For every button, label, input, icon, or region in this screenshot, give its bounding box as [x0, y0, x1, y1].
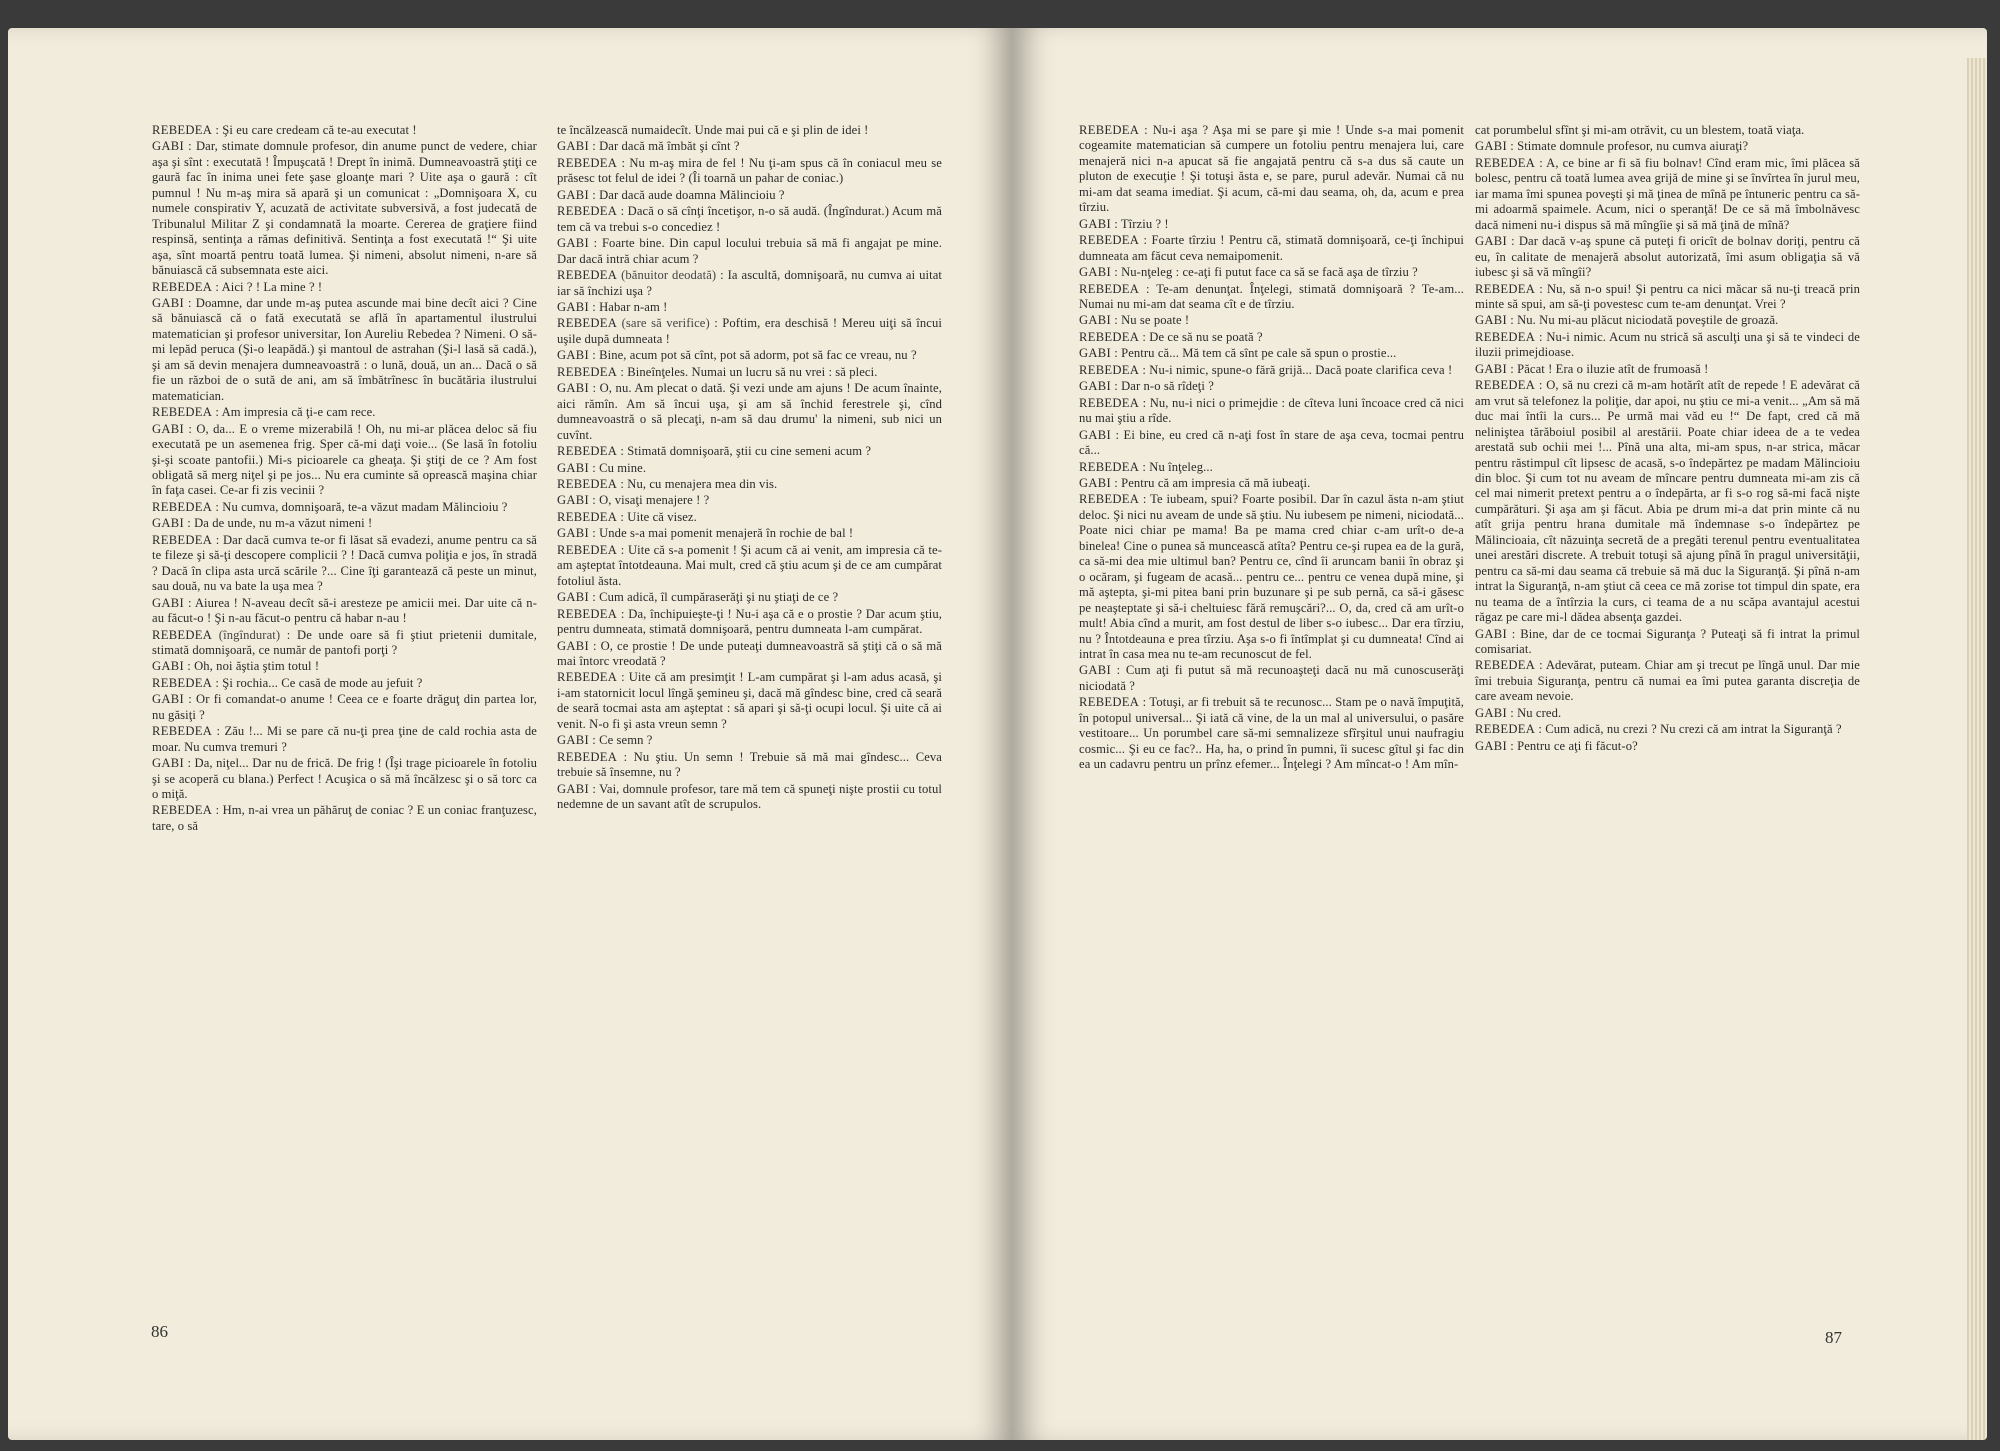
speaker-name: REBEDEA: [152, 123, 213, 137]
dialogue-line: GABI : Nu. Nu mi-au plăcut niciodată poveştile de groază.: [1475, 313, 1779, 328]
speaker-name: REBEDEA: [1475, 722, 1536, 737]
dialogue-line: REBEDEA : Hm, n-ai vrea un păhăruţ de coniac ? E un coniac franţuzesc, tare, o să: [152, 803, 537, 833]
stage-direction: (sare să verifice): [621, 316, 710, 331]
dialogue-line: REBEDEA : Dacă o să cînţi încetişor, n-o să audă. (Îngîndurat.) Acum mă tem că va trebui s-o concediez !: [557, 204, 942, 234]
dialogue-line: GABI : Bine, acum pot să cînt, pot să adorm, pot să fac ce vreau, nu ?: [557, 348, 917, 363]
dialogue-line: GABI : Unde s-a mai pomenit menajeră în rochie de bal !: [557, 526, 854, 541]
dialogue-line: REBEDEA : Aici ? ! La mine ? !: [152, 279, 323, 294]
dialogue-line: REBEDEA : Uite că visez.: [557, 509, 697, 524]
line-text: Nu, cu menajera mea din vis.: [627, 476, 778, 491]
speaker-name: GABI: [1079, 427, 1111, 442]
speaker-name: REBEDEA: [1475, 155, 1536, 170]
line-text: Foarte bine. Din capul locului trebuia să mă fi angajat pe mine. Dar dacă intră chiar acum ?: [557, 236, 942, 266]
speaker-name: REBEDEA: [1079, 459, 1140, 474]
line-text: Dar, stimate domnule profesor, din anume punct de vedere, chiar aşa şi sînt : executată ! Împuşcată ! Drept în inimă. Dumneavoastră ştiţi ce gaură fac în inima unei fete şase gloanţe mari ? Uite aşa o gaură : cît pumnul ! Nu m-aş mira să apară şi un comunicat : „Domnişoara X, cu numele conspirativ Y, acuzată de activitate subversivă, a fost judecată de Tribunalul Militar Z şi condamnată la moarte. Cererea de graţiere fiind respinsă, sentinţa a rămas definitivă. Sentinţa a fost executată !“ Şi uite aşa, sînt moartă pentru toată lumea. Şi nimeni, absolut nimeni, n-are să bănuiască că subsemnata este aici.: [152, 139, 537, 278]
line-text: Da, închipuieşte-ţi ! Nu-i aşa că e o prostie ? Dar acum ştiu, pentru dumneata, stimată domnişoară, pentru dumneata l-am cumpărat.: [557, 606, 942, 637]
speaker-name: REBEDEA: [557, 476, 618, 491]
line-text: te încălzească numaidecît. Unde mai pui că e şi plin de idei !: [557, 123, 869, 137]
speaker-name: REBEDEA: [1079, 695, 1140, 710]
speaker-name: GABI: [557, 733, 589, 748]
line-text: Nu ştiu. Un semn ! Trebuie să mă mai gîndesc... Ceva trebuie să însemne, nu ?: [557, 749, 942, 780]
speaker-name: REBEDEA: [557, 268, 618, 283]
speaker-name: REBEDEA: [152, 532, 213, 547]
line-text: Adevărat, puteam. Chiar am şi trecut pe lîngă unul. Dar mie îmi trebuia Siguranţa, pentru că numai ea îmi putea garanta discreţia de care aveam nevoie.: [1475, 658, 1860, 704]
speaker-name: REBEDEA: [1079, 233, 1140, 248]
dialogue-line: GABI : O, nu. Am plecat o dată. Şi vezi unde am ajuns ! De acum înainte, aici rămîn. Am să încui uşa, şi am să închid ferestrele şi, cînd dumneavoastră o să plecaţi, n-am să dau drumu' la nimeni, sub nici un cuvînt.: [557, 381, 942, 442]
speaker-name: REBEDEA: [1079, 329, 1140, 344]
dialogue-line: REBEDEA : Nu-i nimic. Acum nu strică să asculţi una şi să te vindeci de iluzii primejdioase.: [1475, 329, 1860, 360]
dialogue-line: GABI : Vai, domnule profesor, tare mă tem că spuneţi nişte prostii cu totul nedemne de un savant atît de scrupulos.: [557, 781, 942, 812]
speaker-name: REBEDEA: [557, 606, 618, 621]
speaker-name: GABI: [1079, 313, 1111, 328]
speaker-name: REBEDEA: [152, 675, 213, 690]
line-text: Nu m-aş mira de fel ! Nu ţi-am spus că în coniacul meu se prăsesc tot felul de idei ? (Îi toarnă un pahar de coniac.): [557, 155, 942, 186]
speaker-name: GABI: [152, 692, 184, 707]
dialogue-line: REBEDEA (îngîndurat) : De unde oare să fi ştiut prietenii dumitale, stimată domnişoară, ce număr de pantofi porţi ?: [152, 627, 537, 657]
speaker-name: REBEDEA: [1079, 281, 1140, 296]
speaker-name: GABI: [1079, 216, 1111, 231]
line-text: Nu-i nimic, spune-o fără grijă... Dacă poate clarifica ceva !: [1149, 362, 1453, 377]
dialogue-line: REBEDEA : Nu, nu-i nici o primejdie : de cîteva luni încoace cred că nici nu mai ştiu a rîde.: [1079, 395, 1464, 426]
line-text: Or fi comandat-o anume ! Ceea ce e foarte drăguţ din partea lor, nu găsiţi ?: [152, 692, 537, 722]
line-text: Habar n-am !: [599, 299, 668, 314]
speaker-name: GABI: [1079, 265, 1111, 280]
dialogue-line: GABI : Cu mine.: [557, 460, 647, 475]
page-number-right: 87: [1825, 1328, 1842, 1347]
left-page: [8, 28, 1012, 1440]
speaker-name: REBEDEA: [557, 204, 618, 219]
speaker-name: GABI: [152, 139, 184, 154]
line-text: Unde s-a mai pomenit menajeră în rochie de bal !: [599, 526, 854, 541]
dialogue-line: GABI : Doamne, dar unde m-aş putea ascunde mai bine decît aici ? Cine să bănuiască că o fată executată se află în apartamentul ilustrului matematician şi profesor universitar, Ion Aureliu Rebedea ? Nimeni. O să-mi lepăd peruca (Şi-o leapădă.) şi mantoul de astrahan (Şi-l lasă să cadă.), şi am să devin menajera dumneavoastră : o lună, două, un an... Dacă o să fie un război de o sută de ani, am să îmbătrînesc în bucătăria ilustrului matematician.: [152, 295, 537, 403]
line-text: Pentru că am impresia că mă iubeaţi.: [1121, 475, 1311, 490]
line-text: Uite că am presimţit ! L-am cumpărat şi l-am adus acasă, şi i-am statornicit locul lîngă şemineu şi, dacă mă gîndesc bine, cred că seară de seară tocmai asta am aşteptat : să apari şi să-ţi ocupi locul. Şi uite că ai venit. N-o fi şi asta vreun semn ?: [557, 670, 942, 731]
line-text: Dar dacă aude doamna Mălincioiu ?: [599, 187, 785, 202]
dialogue-line: REBEDEA : O, să nu crezi că m-am hotărît atît de repede ! E adevărat că am vrut să telefonez la poliţie, dar apoi, nu ştiu ce mi-a venit... „Am să mă duc mai întîi la curs... Pe urmă mai văd eu !“ De fapt, cred că mă neliniştea tărăboiul posibil al arestării. Poate chiar ideea de a te vedea arestată sub ochii mei !... Pînă una alta, mi-am spus, n-ar strica, măcar pentru răstimpul cît lipsesc de acasă, s-o îndepărtez pe madam Mălincioiu din bloc. Şi cum tot nu aveam de mîncare pentru dumneata mi-am zis că cel mai nimerit pretext pentru a o îndepărta, ar fi s-o rog să-mi facă nişte cumpărături. Şi aşa am şi făcut. Abia pe drum mi-a dat prin minte că nu atît grija pentru hrana dumitale mă îndemnase s-o îndepărtez pe Mălincioaia, cît năzuinţa secretă de a pregăti terenul pentru eventualitatea unei arestări discrete. A trebuit totuşi să ajung pînă în pragul universităţii, pentru ca să-mi dau seama că trebuie să mă duc la Siguranţă. Şi pînă n-am intrat la Siguranţă, n-am ştiut că ceea ce mă zorise tot timpul din spate, era nu teama de a întîrzia la curs, ci teama de a nu scăpa avantajul acestui răgaz pe care mi-l dădea absenţa gazdei.: [1475, 378, 1860, 625]
speaker-name: GABI: [557, 299, 589, 314]
line-text: Nu-i nimic. Acum nu strică să asculţi una şi să te vindeci de iluzii primejdioase.: [1475, 329, 1860, 360]
dialogue-line: REBEDEA : Nu înţeleg...: [1079, 459, 1213, 474]
dialogue-line: REBEDEA : Totuşi, ar fi trebuit să te recunosc... Stam pe o navă împuţită, în potopul universal... Şi iată că vine, de la un mal al universului, o pasăre vestitoare... Un porumbel care să-mi semnalizeze sfîrşitul unui naufragiu cosmic... Şi eu ce fac?.. Ha, ha, o prind în pumni, îi sucesc gîtul şi fac din ea un cadavru pentru un prînz efemer... Înţelegi ? Am mîncat-o ! Am mîn-: [1079, 695, 1464, 772]
stage-direction: (bănuitor deodată): [621, 268, 717, 283]
dialogue-line: GABI : Stimate domnule profesor, nu cumva aiuraţi?: [1475, 139, 1749, 154]
speaker-name: GABI: [152, 595, 184, 610]
line-text: Cu mine.: [599, 460, 647, 475]
line-text: Şi eu care credeam că te-au executat !: [222, 123, 417, 137]
speaker-name: GABI: [152, 659, 184, 674]
dialogue-line: GABI : Nu cred.: [1475, 705, 1562, 720]
dialogue-line: REBEDEA : Te iubeam, spui? Foarte posibil. Dar în cazul ăsta n-am ştiut deloc. Şi nici nu aveam de unde să ştiu. Nu iubesem pe nimeni, niciodată... Poate nici chiar pe mama! Ba pe mama cred chiar c-am urît-o de-a binelea! Cine o punea să muncească atîta? Pentru ce-şi rupea ea de la gură, ca să-mi dea mie ultimul ban? Pentru ce, cînd îi aruncam banii în obraz şi o ocăram, şi fugeam de acasă... pentru ce... pentru ce venea după mine, şi mă aştepta, şi-mi pitea bani prin buzunare şi pe sub pernă, ca să-i găsesc pe neaşteptate şi să-i cheltuiesc fără remuşcări?... O, da, cred că am urît-o mult! Abia cînd a murit, am fost destul de liber s-o iubesc... Dar era tîrziu, nu ? Întotdeauna e prea tîrziu. Aşa s-o fi întîmplat şi cu dumneata! Cînd ai intrat în casa mea nu te-am recunoscut de fel.: [1079, 492, 1464, 661]
dialogue-line: GABI : Tîrziu ? !: [1079, 216, 1169, 231]
speaker-name: GABI: [1475, 234, 1507, 249]
dialogue-line: GABI : Da de unde, nu m-a văzut nimeni !: [152, 516, 373, 531]
dialogue-line: GABI : Habar n-am !: [557, 299, 668, 314]
line-text: Da, niţel... Dar nu de frică. De frig ! (Îşi trage picioarele în fotoliu şi se acoperă cu blana.) Perfect ! Acuşica o să mă încălzesc şi o să torc ca o miţă.: [152, 756, 537, 802]
line-text: Cum adică, îl cumpăraserăţi şi nu ştiaţi de ce ?: [599, 590, 839, 605]
line-text: Nu. Nu mi-au plăcut niciodată poveştile de groază.: [1517, 313, 1779, 328]
dialogue-line: GABI : O, ce prostie ! De unde puteaţi dumneavoastră să ştiţi că o să mă mai întorc vreodată ?: [557, 638, 942, 668]
dialogue-line: [1475, 123, 1860, 138]
dialogue-line: GABI : Ce semn ?: [557, 733, 653, 748]
speaker-name: GABI: [557, 493, 589, 508]
line-text: Doamne, dar unde m-aş putea ascunde mai bine decît aici ? Cine să bănuiască că o fată executată se află în apartamentul ilustrului matematician şi profesor universitar, Ion Aureliu Rebedea ? Nimeni. O să-mi lepăd peruca (Şi-o leapădă.) şi mantoul de astrahan (Şi-l lasă să cadă.), şi am să devin menajera dumneavoastră : o lună, două, un an... Dacă o să fie un război de o sută de ani, am să îmbătrînesc în bucătăria ilustrului matematician.: [152, 295, 537, 403]
line-text: Zău !... Mi se pare că nu-ţi prea ţine de cald rochia asta de moar. Nu cumva tremuri ?: [152, 724, 537, 754]
page-edges: [1967, 58, 1987, 1440]
line-text: Aiurea ! N-aveau decît să-i aresteze pe amicii mei. Dar uite că n-au făcut-o ! Şi n-au făcut-o pentru că habar n-au !: [152, 595, 537, 626]
dialogue-line: REBEDEA : Uite că s-a pomenit ! Şi acum că ai venit, am impresia că te-am aşteptat întotdeauna. Mai mult, cred că ştiu acum şi de ce am cumpărat fotoliul ăsta.: [557, 542, 942, 588]
line-text: Şi rochia... Ce casă de mode au jefuit ?: [222, 675, 423, 690]
dialogue-line: REBEDEA : Nu-i aşa ? Aşa mi se pare şi mie ! Unde s-a mai pomenit cogeamite matematician să cumpere un fotoliu pentru menajera lui, care menajeră nici n-a apucat să fie angajată pentru că s-a dus să caute un pluton de execuţie ! Şi totuşi ăsta e, se pare, purul adevăr. Numai că nu mi-am dat seama imediat. Şi acum, că-mi dau seama, oh, da, acum e prea tîrziu.: [1079, 123, 1464, 215]
line-text: Nu cumva, domnişoară, te-a văzut madam Mălincioiu ?: [222, 499, 508, 514]
line-text: O, să nu crezi că m-am hotărît atît de repede ! E adevărat că am vrut să telefonez la poliţie, dar apoi, nu ştiu ce mi-a venit... „Am să mă duc mai întîi la curs... Pe urmă mai văd eu !“ De fapt, cred că mă neliniştea tărăboiul posibil al arestării. Poate chiar ideea de a te vedea arestată sub ochii mei !... Pînă una alta, mi-am spus, n-ar strica, măcar pentru răstimpul cît lipsesc de acasă, s-o îndepărtez pe madam Mălincioiu din bloc. Şi cum tot nu aveam de mîncare pentru dumneata mi-am zis că cel mai nimerit pretext pentru a o îndepărta, ar fi s-o rog să-mi facă nişte cumpărături. Şi aşa am şi făcut. Abia pe drum mi-a dat prin minte că nu atît grija pentru hrana dumitale mă îndemnase s-o îndepărtez pe Mălincioaia, cît năzuinţa secretă de a pregăti terenul pentru eventualitatea unei arestări discrete. A trebuit totuşi să ajung pînă în pragul universităţii, pentru ca să-mi dau seama că trebuie să mă duc la Siguranţă. Şi pînă n-am intrat la Siguranţă, n-am ştiut că ceea ce mă zorise tot timpul din spate, era nu teama de a întîrzia la curs, ci teama de a nu scăpa avantajul acestui răgaz pe care mi-l dădea absenţa gazdei.: [1475, 378, 1860, 625]
line-text: Nu-nţeleg : ce-aţi fi putut face ca să se facă aşa de tîrziu ?: [1121, 265, 1418, 280]
line-text: Dacă o să cînţi încetişor, n-o să audă. (Îngîndurat.) Acum mă tem că va trebui s-o concediez !: [557, 204, 942, 234]
line-text: Poftim, era deschisă ! Mereu uiţi să încui uşile după dumneata !: [557, 316, 942, 346]
line-text: O, nu. Am plecat o dată. Şi vezi unde am ajuns ! De acum înainte, aici rămîn. Am să încui uşa, şi am să închid ferestrele şi, cînd dumneavoastră o să plecaţi, n-am să dau drumu' la nimeni, sub nici un cuvînt.: [557, 381, 942, 442]
line-text: Te-am denunţat. Înţelegi, stimată domnişoară ? Te-am... Numai nu mi-am dat seama cît e de tîrziu.: [1079, 281, 1465, 311]
line-text: Vai, domnule profesor, tare mă tem că spuneţi nişte prostii cu totul nedemne de un savant atît de scrupulos.: [557, 781, 942, 812]
dialogue-line: REBEDEA : Cum adică, nu crezi ? Nu crezi că am intrat la Siguranţă ?: [1475, 722, 1842, 737]
line-text: Foarte tîrziu ! Pentru că, stimată domnişoară, ce-ţi închipui dumneata am făcut ceva nemaipomenit.: [1079, 233, 1464, 263]
dialogue-line: REBEDEA : Adevărat, puteam. Chiar am şi trecut pe lîngă unul. Dar mie îmi trebuia Siguranţa, pentru că numai ea îmi putea garanta discreţia de care aveam nevoie.: [1475, 658, 1860, 704]
speaker-name: REBEDEA: [557, 444, 618, 459]
line-text: Dar dacă v-aş spune că puteţi fi oricît de bolnav doriţi, pentru că eu, în calitate de menajeră absolut autorizată, îmi asum obligaţia să vă iubesc şi să vă mîngîi?: [1475, 234, 1860, 280]
line-text: Cum aţi fi putut să mă recunoaşteţi dacă nu mă cunoscuserăţi niciodată ?: [1079, 663, 1464, 693]
speaker-name: REBEDEA: [557, 542, 618, 557]
dialogue-line: REBEDEA : Bineînţeles. Numai un lucru să nu vrei : să pleci.: [557, 364, 878, 379]
speaker-name: GABI: [1475, 313, 1507, 328]
speaker-name: GABI: [1475, 139, 1507, 154]
line-text: De ce să nu se poată ?: [1149, 329, 1263, 344]
speaker-name: GABI: [557, 526, 589, 541]
dialogue-line: REBEDEA : Uite că am presimţit ! L-am cumpărat şi l-am adus acasă, şi i-am statornicit locul lîngă şemineu şi, dacă mă gîndesc bine, cred că seară de seară tocmai asta am aşteptat : să apari şi să-ţi ocupi locul. Şi uite că ai venit. N-o fi şi asta vreun semn ?: [557, 670, 942, 731]
page-number-left: 86: [151, 1322, 168, 1341]
speaker-name: GABI: [152, 295, 184, 310]
speaker-name: REBEDEA: [557, 509, 618, 524]
dialogue-line: GABI : Dar dacă aude doamna Mălincioiu ?: [557, 187, 785, 202]
dialogue-line: REBEDEA : Şi eu care credeam că te-au executat !: [152, 123, 417, 137]
dialogue-line: REBEDEA : Te-am denunţat. Înţelegi, stimată domnişoară ? Te-am... Numai nu mi-am dat seama cît e de tîrziu.: [1079, 281, 1465, 311]
dialogue-line: GABI : Nu-nţeleg : ce-aţi fi putut face ca să se facă aşa de tîrziu ?: [1079, 265, 1418, 280]
speaker-name: GABI: [1079, 475, 1111, 490]
line-text: Totuşi, ar fi trebuit să te recunosc... Stam pe o navă împuţită, în potopul universal... Şi iată că vine, de la un mal al universului, o pasăre vestitoare... Un porumbel care să-mi semnalizeze sfîrşitul unui naufragiu cosmic... Şi eu ce fac?.. Ha, ha, o prind în pumni, îi sucesc gîtul şi fac din ea un cadavru pentru un prînz efemer... Înţelegi ? Am mîncat-o ! Am mîn-: [1079, 695, 1464, 772]
speaker-name: REBEDEA: [557, 670, 618, 685]
line-text: Păcat ! Era o iluzie atît de frumoasă !: [1517, 361, 1709, 376]
line-text: Nu cred.: [1517, 705, 1562, 720]
speaker-name: GABI: [1475, 738, 1507, 753]
dialogue-line: GABI : Pentru ce aţi fi făcut-o?: [1475, 738, 1638, 753]
dialogue-line: GABI : Or fi comandat-o anume ! Ceea ce e foarte drăguţ din partea lor, nu găsiţi ?: [152, 692, 537, 722]
speaker-name: GABI: [1079, 379, 1111, 394]
line-text: Pentru ce aţi fi făcut-o?: [1517, 738, 1638, 753]
dialogue-line: GABI : Dar dacă mă îmbăt şi cînt ?: [557, 139, 740, 154]
dialogue-line: GABI : Da, niţel... Dar nu de frică. De frig ! (Îşi trage picioarele în fotoliu şi se acoperă cu blana.) Perfect ! Acuşica o să mă încălzesc şi o să torc ca o miţă.: [152, 756, 537, 802]
right-page-column-2: [1475, 123, 1860, 754]
line-text: A, ce bine ar fi să fiu bolnav! Cînd eram mic, îmi plăcea să bolesc, pentru că toată lumea avea grijă de mine şi se învîrtea în jurul meu, iar mama îmi spunea poveşti şi mă ţinea de mînă pe întuneric pentru ca să-mi adoarmă spaimele. Acum, nici o speranţă! De ce să mă îmbolnăvesc dacă nimeni nu-i dispus să mă mîngîie şi să mă ţină de mînă?: [1475, 155, 1860, 232]
speaker-name: GABI: [152, 516, 184, 531]
speaker-name: REBEDEA: [152, 405, 213, 420]
dialogue-line: REBEDEA : Nu, cu menajera mea din vis.: [557, 476, 778, 491]
dialogue-line: GABI : Pentru că am impresia că mă iubeaţi.: [1079, 475, 1311, 490]
dialogue-line: REBEDEA : Nu, să n-o spui! Şi pentru ca nici măcar să nu-ţi treacă prin minte să spui, am să-ţi povestesc cum te-am denunţat. Vrei ?: [1475, 281, 1860, 311]
right-page-column-1: [1079, 123, 1464, 773]
dialogue-line: REBEDEA (bănuitor deodată) : Ia ascultă, domnişoară, nu cumva ai uitat iar să închizi uşa ?: [557, 268, 942, 298]
speaker-name: REBEDEA: [152, 499, 213, 514]
speaker-name: REBEDEA: [557, 749, 618, 764]
speaker-name: REBEDEA: [152, 803, 213, 818]
dialogue-line: GABI : Dar, stimate domnule profesor, din anume punct de vedere, chiar aşa şi sînt : executată ! Împuşcată ! Drept în inimă. Dumneavoastră ştiţi ce gaură fac în inima unei fete şase gloanţe mari ? Uite aşa o gaură : cît pumnul ! Nu m-aş mira să apară şi un comunicat : „Domnişoara X, cu numele conspirativ Y, acuzată de activitate subversivă, a fost judecată de Tribunalul Militar Z şi condamnată la moarte. Cererea de graţiere fiind respinsă, sentinţa a rămas definitivă. Sentinţa a fost executată !“ Şi uite aşa, sînt moartă pentru toată lumea. Şi nimeni, absolut nimeni, n-are să bănuiască că subsemnata este aici.: [152, 139, 537, 278]
speaker-name: REBEDEA: [1079, 362, 1140, 377]
dialogue-line: GABI : Bine, dar de ce tocmai Siguranţa ? Puteaţi să fi intrat la primul comisariat.: [1475, 626, 1860, 656]
line-text: Tîrziu ? !: [1120, 216, 1169, 231]
speaker-name: REBEDEA: [1475, 329, 1536, 344]
left-page-column-2: [557, 123, 942, 812]
line-text: Dar dacă mă îmbăt şi cînt ?: [599, 139, 740, 154]
dialogue-line: GABI : Aiurea ! N-aveau decît să-i aresteze pe amicii mei. Dar uite că n-au făcut-o ! Şi n-au făcut-o pentru că habar n-au !: [152, 595, 537, 626]
speaker-name: GABI: [557, 236, 589, 251]
speaker-name: GABI: [1475, 361, 1507, 376]
dialogue-line: REBEDEA : A, ce bine ar fi să fiu bolnav! Cînd eram mic, îmi plăcea să bolesc, pentru că toată lumea avea grijă de mine şi se învîrtea în jurul meu, iar mama îmi spunea poveşti şi mă ţinea de mînă pe întuneric pentru ca să-mi adoarmă spaimele. Acum, nici o speranţă! De ce să mă îmbolnăvesc dacă nimeni nu-i dispus să mă mîngîie şi să mă ţină de mînă?: [1475, 155, 1860, 232]
speaker-name: REBEDEA: [1079, 395, 1140, 410]
dialogue-line: GABI : Foarte bine. Din capul locului trebuia să mă fi angajat pe mine. Dar dacă intră chiar acum ?: [557, 236, 942, 266]
speaker-name: GABI: [557, 781, 589, 796]
line-text: Nu, să n-o spui! Şi pentru ca nici măcar să nu-ţi treacă prin minte să spui, am să-ţi povestesc cum te-am denunţat. Vrei ?: [1475, 281, 1860, 311]
line-text: Aici ? ! La mine ? !: [221, 279, 323, 294]
speaker-name: GABI: [557, 590, 589, 605]
speaker-name: REBEDEA: [1475, 281, 1536, 296]
speaker-name: GABI: [152, 756, 184, 771]
line-text: Te iubeam, spui? Foarte posibil. Dar în cazul ăsta n-am ştiut deloc. Şi nici nu aveam de unde să ştiu. Nu iubesem pe nimeni, niciodată... Poate nici chiar pe mama! Ba pe mama cred chiar c-am urît-o de-a binelea! Cine o punea să muncească atîta? Pentru ce-şi rupea ea de la gură, ca să-mi dea mie ultimul ban? Pentru ce, cînd îi aruncam banii în obraz şi o ocăram, şi fugeam de acasă... pentru ce... pentru ce venea după mine, şi mă aştepta, şi-mi pitea bani prin buzunare şi pe sub pernă, ca să-i găsesc pe neaşteptate şi să-i cheltuiesc fără remuşcări?... O, da, cred că am urît-o mult! Abia cînd a murit, am fost destul de liber s-o iubesc... Dar era tîrziu, nu ? Întotdeauna e prea tîrziu. Aşa s-o fi întîmplat şi cu dumneata! Cînd ai intrat în casa mea nu te-am recunoscut de fel.: [1079, 492, 1464, 661]
speaker-name: GABI: [557, 638, 589, 653]
line-text: Uite că s-a pomenit ! Şi acum că ai venit, am impresia că te-am aşteptat întotdeauna. Mai mult, cred că ştiu acum şi de ce am cumpărat fotoliul ăsta.: [557, 542, 942, 588]
speaker-name: GABI: [557, 460, 589, 475]
line-text: O, ce prostie ! De unde puteaţi dumneavoastră să ştiţi că o să mă mai întorc vreodată ?: [557, 638, 942, 668]
dialogue-line: [557, 123, 942, 138]
dialogue-line: GABI : Pentru că... Mă tem că sînt pe cale să spun o prostie...: [1079, 346, 1397, 361]
dialogue-line: REBEDEA : Am impresia că ţi-e cam rece.: [152, 405, 376, 420]
dialogue-line: GABI : Nu se poate !: [1079, 313, 1190, 328]
speaker-name: REBEDEA: [1475, 658, 1536, 673]
dialogue-line: GABI : Cum adică, îl cumpăraserăţi şi nu ştiaţi de ce ?: [557, 590, 839, 605]
dialogue-line: REBEDEA : Foarte tîrziu ! Pentru că, stimată domnişoară, ce-ţi închipui dumneata am făcut ceva nemaipomenit.: [1079, 233, 1464, 263]
speaker-name: REBEDEA: [152, 279, 213, 294]
line-text: Da de unde, nu m-a văzut nimeni !: [194, 516, 373, 531]
speaker-name: GABI: [557, 348, 589, 363]
line-text: Pentru că... Mă tem că sînt pe cale să spun o prostie...: [1121, 346, 1397, 361]
speaker-name: GABI: [1079, 663, 1111, 678]
dialogue-line: GABI : Dar dacă v-aş spune că puteţi fi oricît de bolnav doriţi, pentru că eu, în calitate de menajeră absolut autorizată, îmi asum obligaţia să vă iubesc şi să vă mîngîi?: [1475, 234, 1860, 280]
stage-direction: (îngîndurat): [218, 627, 281, 642]
line-text: Ce semn ?: [599, 733, 653, 748]
line-text: Uite că visez.: [627, 509, 697, 524]
dialogue-line: GABI : O, da... E o vreme mizerabilă ! Oh, nu mi-ar plăcea deloc să fiu executată pe un asemenea frig. Sper că-mi daţi voie... (Se lasă în fotoliu şi-şi scoate pantofii.) Mi-s picioarele ca gheaţa. Şi ştiţi de ce ? Am fost obligată să merg niţel şi pe jos... Nu era cuminte să oprească maşina chiar în faţa casei. Ce-ar fi zis vecinii ?: [152, 421, 537, 498]
line-text: Nu se poate !: [1121, 313, 1190, 328]
speaker-name: REBEDEA: [152, 627, 213, 642]
dialogue-line: REBEDEA : De ce să nu se poată ?: [1079, 329, 1263, 344]
line-text: Ei bine, eu cred că n-aţi fost în stare de aşa ceva, tocmai pentru că...: [1079, 427, 1464, 458]
dialogue-line: REBEDEA (sare să verifice) : Poftim, era deschisă ! Mereu uiţi să încui uşile după dumneata !: [557, 316, 942, 346]
speaker-name: GABI: [557, 139, 589, 154]
line-text: Bine, acum pot să cînt, pot să adorm, pot să fac ce vreau, nu ?: [599, 348, 917, 363]
line-text: De unde oare să fi ştiut prietenii dumitale, stimată domnişoară, ce număr de pantofi porţi ?: [152, 627, 537, 657]
left-page-column-1: [152, 123, 537, 834]
line-text: Oh, noi ăştia ştim totul !: [194, 659, 320, 674]
line-text: cat porumbelul sfînt şi mi-am otrăvit, cu un blestem, toată viaţa.: [1475, 123, 1805, 137]
speaker-name: REBEDEA: [1475, 378, 1536, 393]
line-text: Cum adică, nu crezi ? Nu crezi că am intrat la Siguranţă ?: [1545, 722, 1842, 737]
dialogue-line: REBEDEA : Nu-i nimic, spune-o fără grijă... Dacă poate clarifica ceva !: [1079, 362, 1453, 377]
speaker-name: GABI: [557, 381, 589, 396]
dialogue-line: REBEDEA : Da, închipuieşte-ţi ! Nu-i aşa că e o prostie ? Dar acum ştiu, pentru dumneata, stimată domnişoară, pentru dumneata l-am cumpărat.: [557, 606, 942, 637]
line-text: Stimate domnule profesor, nu cumva aiuraţi?: [1517, 139, 1749, 154]
line-text: Nu înţeleg...: [1149, 459, 1213, 474]
line-text: Nu, nu-i nici o primejdie : de cîteva luni încoace cred că nici nu mai ştiu a rîde.: [1079, 395, 1464, 426]
line-text: Dar dacă cumva te-or fi lăsat să evadezi, anume pentru ca să te fileze şi să-ţi descopere complicii ? ! Dacă cumva poliţia e jos, în stradă ? Dacă în clipa asta urcă scările ?... Cine îţi garantează că peste un minut, sau două, nu va bate la uşa mea ?: [152, 532, 537, 594]
dialogue-line: REBEDEA : Şi rochia... Ce casă de mode au jefuit ?: [152, 675, 423, 690]
speaker-name: REBEDEA: [1079, 492, 1140, 507]
speaker-name: REBEDEA: [557, 155, 618, 170]
line-text: Nu-i aşa ? Aşa mi se pare şi mie ! Unde s-a mai pomenit cogeamite matematician să cumpere un fotoliu pentru menajera lui, care menajeră nici n-a apucat să fie angajată pentru că s-a dus să caute un pluton de execuţie ! Şi totuşi ăsta e, se pare, purul adevăr. Numai că nu mi-am dat seama imediat. Şi acum, că-mi dau seama, oh, da, acum e prea tîrziu.: [1079, 123, 1464, 215]
dialogue-line: GABI : Ei bine, eu cred că n-aţi fost în stare de aşa ceva, tocmai pentru că...: [1079, 427, 1464, 458]
speaker-name: GABI: [152, 421, 184, 436]
dialogue-line: REBEDEA : Dar dacă cumva te-or fi lăsat să evadezi, anume pentru ca să te fileze şi să-ţi descopere complicii ? ! Dacă cumva poliţia e jos, în stradă ? Dacă în clipa asta urcă scările ?... Cine îţi garantează că peste un minut, sau două, nu va bate la uşa mea ?: [152, 532, 537, 594]
dialogue-line: REBEDEA : Nu ştiu. Un semn ! Trebuie să mă mai gîndesc... Ceva trebuie să însemne, nu ?: [557, 749, 942, 780]
speaker-name: REBEDEA: [1079, 123, 1140, 137]
dialogue-line: GABI : Oh, noi ăştia ştim totul !: [152, 659, 320, 674]
line-text: Hm, n-ai vrea un păhăruţ de coniac ? E un coniac franţuzesc, tare, o să: [152, 803, 537, 833]
line-text: Dar n-o să rîdeţi ?: [1121, 379, 1214, 394]
dialogue-line: GABI : O, visaţi menajere ! ?: [557, 493, 710, 508]
dialogue-line: REBEDEA : Nu cumva, domnişoară, te-a văzut madam Mălincioiu ?: [152, 499, 508, 514]
line-text: Ia ascultă, domnişoară, nu cumva ai uitat iar să închizi uşa ?: [557, 268, 942, 298]
dialogue-line: REBEDEA : Nu m-aş mira de fel ! Nu ţi-am spus că în coniacul meu se prăsesc tot felul de idei ? (Îi toarnă un pahar de coniac.): [557, 155, 942, 186]
line-text: Stimată domnişoară, ştii cu cine semeni acum ?: [627, 444, 872, 459]
line-text: O, visaţi menajere ! ?: [599, 493, 710, 508]
speaker-name: REBEDEA: [152, 724, 213, 739]
dialogue-line: REBEDEA : Stimată domnişoară, ştii cu cine semeni acum ?: [557, 444, 872, 459]
speaker-name: GABI: [1475, 626, 1507, 641]
dialogue-line: GABI : Cum aţi fi putut să mă recunoaşteţi dacă nu mă cunoscuserăţi niciodată ?: [1079, 663, 1464, 693]
speaker-name: GABI: [1475, 705, 1507, 720]
dialogue-line: GABI : Dar n-o să rîdeţi ?: [1079, 379, 1214, 394]
speaker-name: REBEDEA: [557, 316, 618, 331]
right-page: [1012, 28, 1987, 1440]
speaker-name: REBEDEA: [557, 364, 618, 379]
line-text: Bine, dar de ce tocmai Siguranţa ? Puteaţi să fi intrat la primul comisariat.: [1475, 626, 1860, 656]
speaker-name: GABI: [557, 187, 589, 202]
speaker-name: GABI: [1079, 346, 1111, 361]
line-text: Bineînţeles. Numai un lucru să nu vrei : să pleci.: [627, 364, 878, 379]
dialogue-line: GABI : Păcat ! Era o iluzie atît de frumoasă !: [1475, 361, 1709, 376]
line-text: O, da... E o vreme mizerabilă ! Oh, nu mi-ar plăcea deloc să fiu executată pe un asemenea frig. Sper că-mi daţi voie... (Se lasă în fotoliu şi-şi scoate pantofii.) Mi-s picioarele ca gheaţa. Şi ştiţi de ce ? Am fost obligată să merg niţel şi pe jos... Nu era cuminte să oprească maşina chiar în faţa casei. Ce-ar fi zis vecinii ?: [152, 421, 537, 498]
line-text: Am impresia că ţi-e cam rece.: [221, 405, 376, 420]
dialogue-line: REBEDEA : Zău !... Mi se pare că nu-ţi prea ţine de cald rochia asta de moar. Nu cumva tremuri ?: [152, 724, 537, 754]
